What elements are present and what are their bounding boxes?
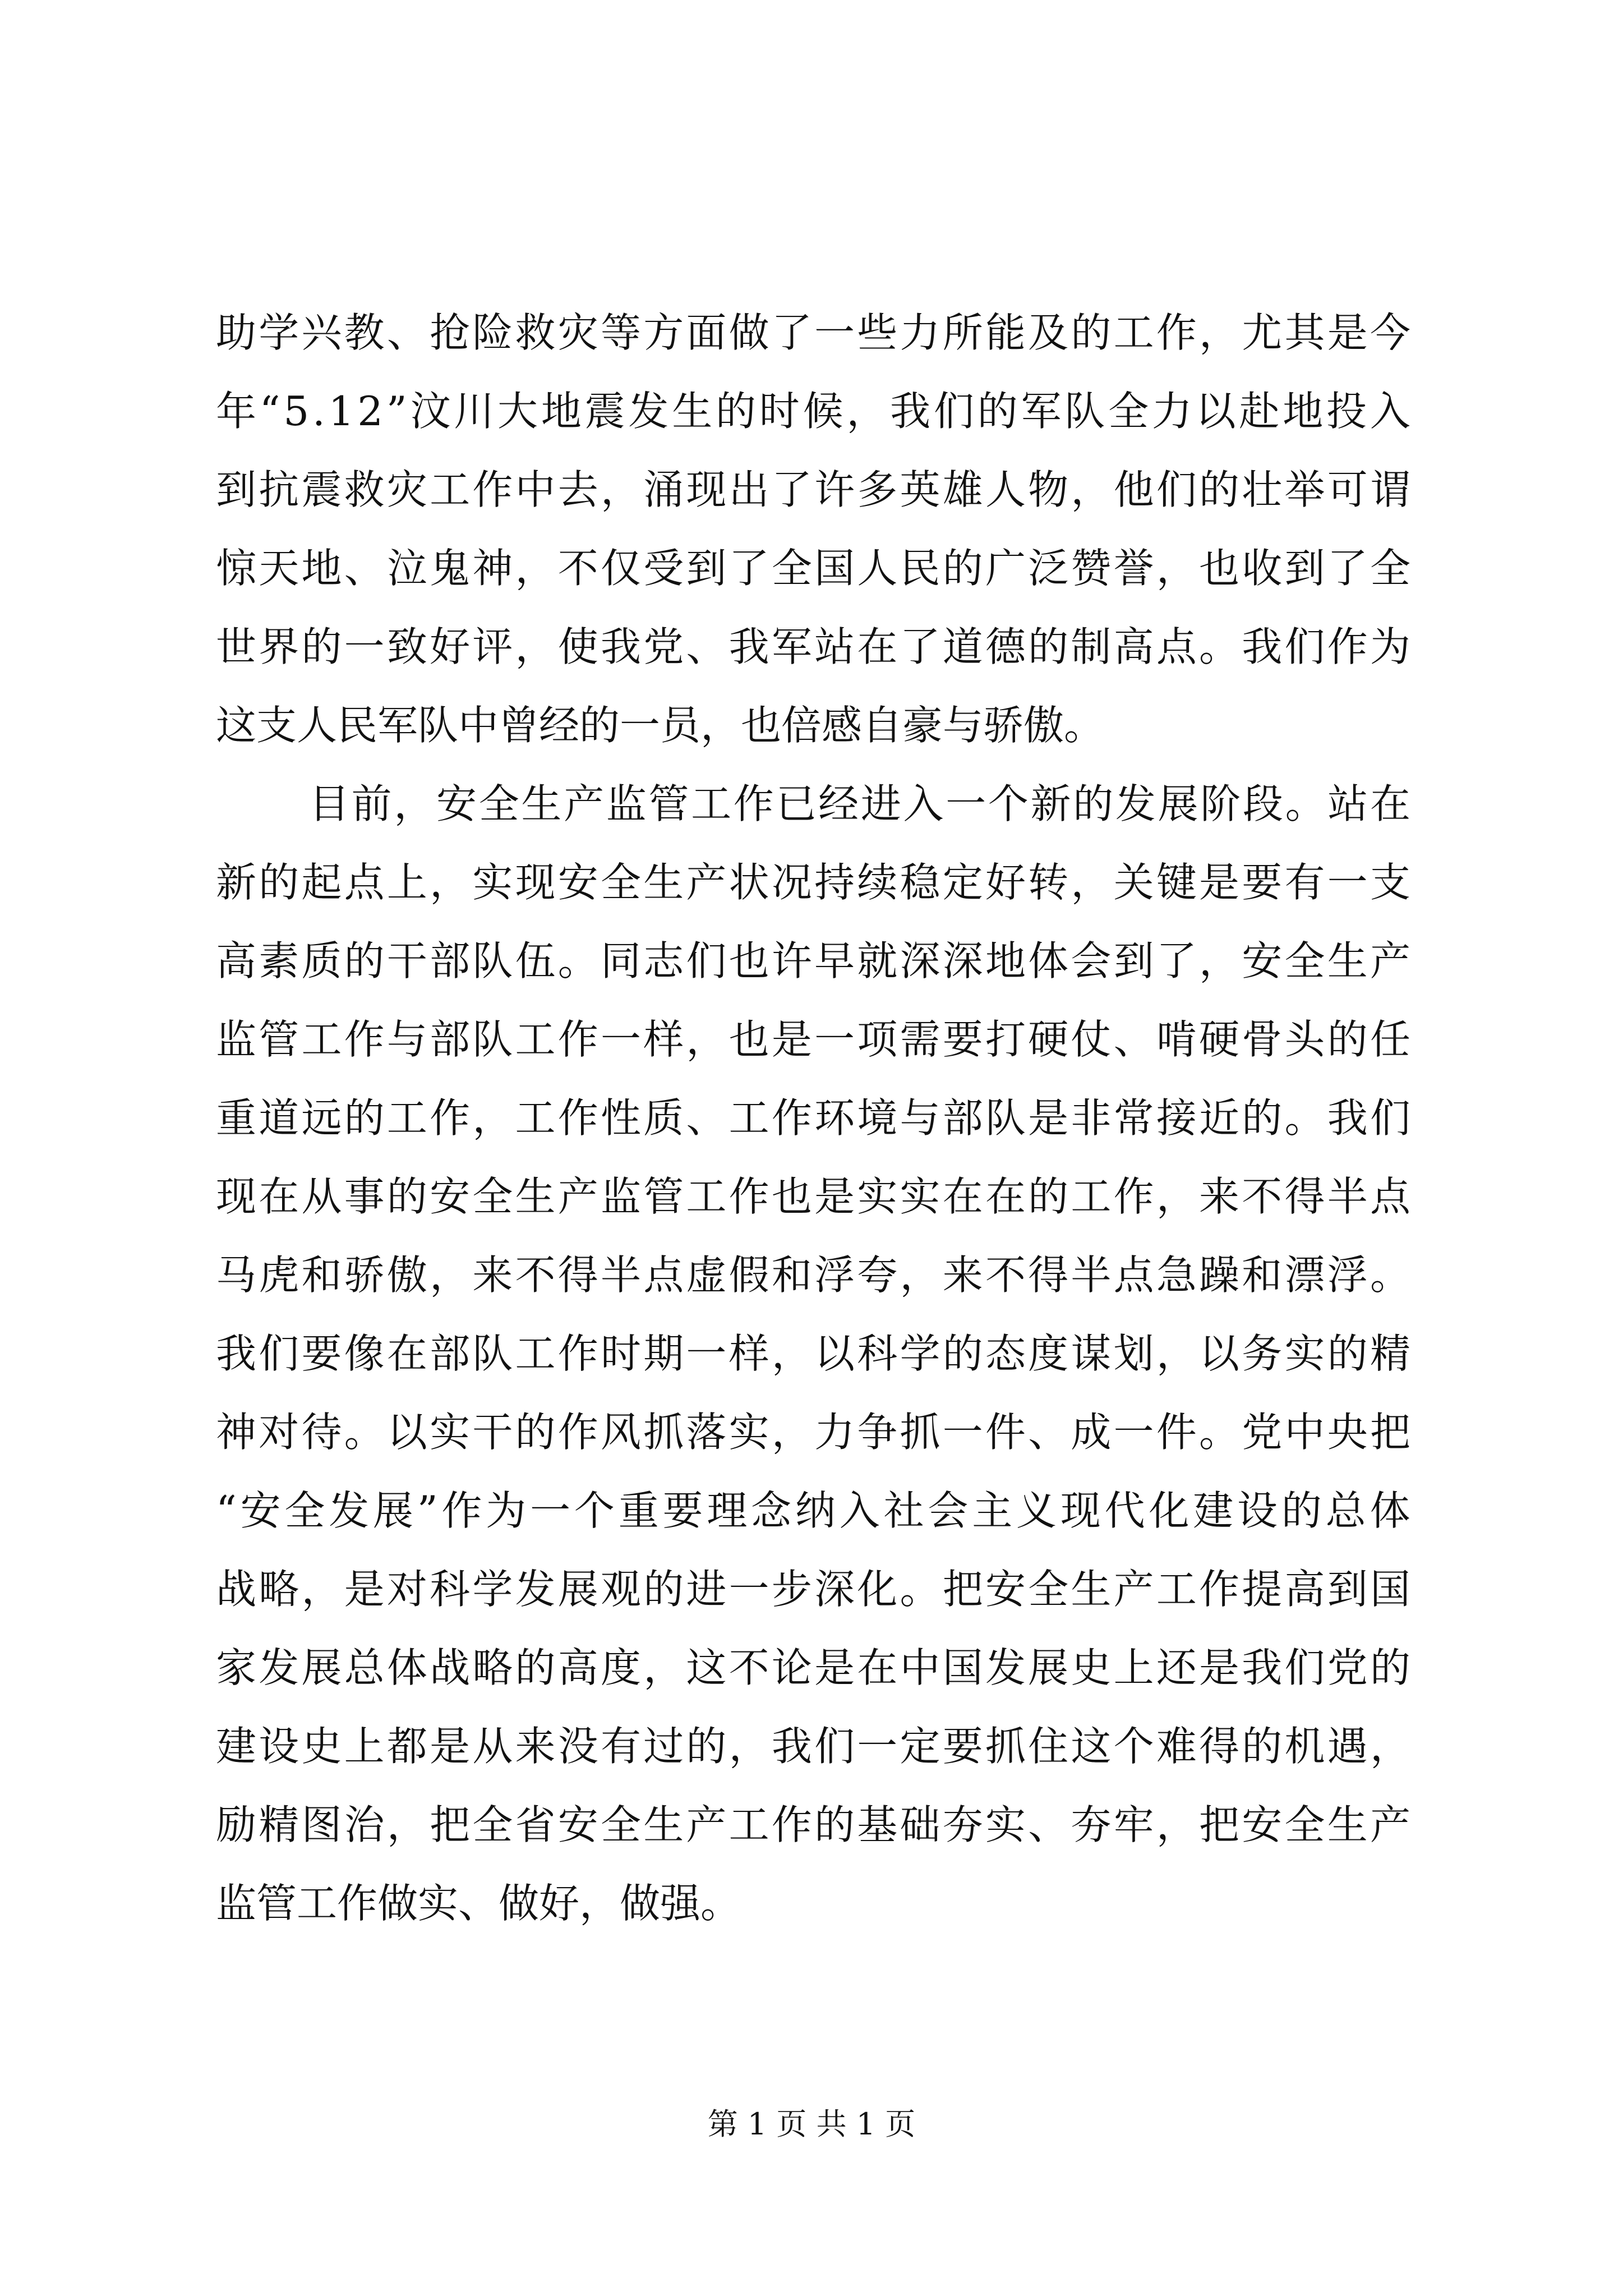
text-line: 监管工作做实、做好，做强。: [216, 1880, 741, 1927]
text-line: 建设史上都是从来没有过的，我们一定要抓住这个难得的机遇，: [216, 1723, 1413, 1770]
text-line: 到抗震救灾工作中去，涌现出了许多英雄人物，他们的壮举可谓: [216, 466, 1413, 513]
page-footer: 第 1 页 共 1 页: [707, 2106, 916, 2142]
text-line: 我们要像在部队工作时期一样，以科学的态度谋划，以务实的精: [216, 1330, 1413, 1377]
text-line: 励精图治，把全省安全生产工作的基础夯实、夯牢，把安全生产: [216, 1801, 1413, 1848]
text-line: 高素质的干部队伍。同志们也许早就深深地体会到了，安全生产: [216, 937, 1413, 984]
text-line: 年“5.12”汶川大地震发生的时候，我们的军队全力以赴地投入: [216, 388, 1414, 435]
text-line: 战略，是对科学发展观的进一步深化。把安全生产工作提高到国: [216, 1566, 1413, 1613]
text-line: 助学兴教、抢险救灾等方面做了一些力所能及的工作，尤其是今: [216, 309, 1413, 356]
text-line: 监管工作与部队工作一样，也是一项需要打硬仗、啃硬骨头的任: [216, 1016, 1413, 1063]
text-line: 神对待。以实干的作风抓落实，力争抓一件、成一件。党中央把: [216, 1409, 1413, 1456]
text-line: 新的起点上，实现安全生产状况持续稳定好转，关键是要有一支: [216, 859, 1413, 906]
text-line: “安全发展”作为一个重要理念纳入社会主义现代化建设的总体: [216, 1487, 1414, 1534]
text-line: 这支人民军队中曾经的一员，也倍感自豪与骄傲。: [216, 702, 1105, 749]
text-line: 目前，安全生产监管工作已经进入一个新的发展阶段。站在: [309, 780, 1413, 827]
text-line: 世界的一致好评，使我党、我军站在了道德的制高点。我们作为: [216, 623, 1413, 670]
text-line: 现在从事的安全生产监管工作也是实实在在的工作，来不得半点: [216, 1173, 1413, 1220]
text-line: 惊天地、泣鬼神，不仅受到了全国人民的广泛赞誉，也收到了全: [216, 545, 1413, 592]
text-line: 重道远的工作，工作性质、工作环境与部队是非常接近的。我们: [216, 1094, 1413, 1142]
text-line: 马虎和骄傲，来不得半点虚假和浮夸，来不得半点急躁和漂浮。: [216, 1251, 1413, 1299]
text-line: 家发展总体战略的高度，这不论是在中国发展史上还是我们党的: [216, 1644, 1413, 1691]
